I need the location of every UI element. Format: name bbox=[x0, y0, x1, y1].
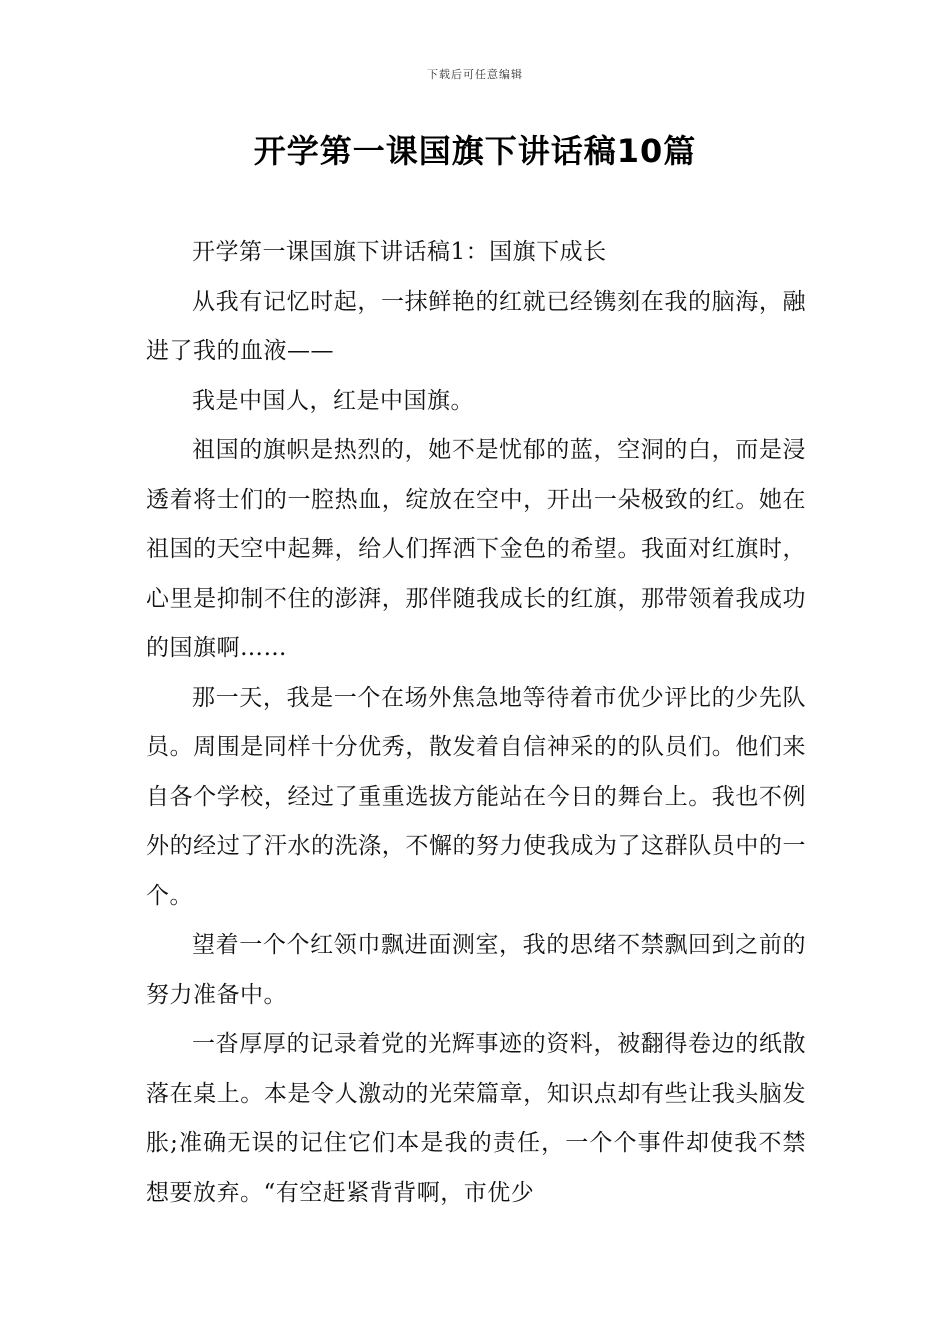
paragraph: 祖国的旗帜是热烈的，她不是忧郁的蓝，空洞的白，而是浸透着将士们的一腔热血，绽放在空中，开出一朵极致的红。她在祖国的天空中起舞，给人们挥洒下金色的希望。我面对红旗时，心里是抑制不住的澎湃，那伴随我成长的红旗，那带领着我成功的国旗啊…… bbox=[146, 437, 806, 661]
paragraph: 从我有记忆时起，一抹鲜艳的红就已经镌刻在我的脑海，融进了我的血液—— bbox=[146, 288, 806, 364]
paragraph: 一沓厚厚的记录着党的光辉事迹的资料，被翻得卷边的纸散落在桌上。本是令人激动的光荣篇章，知识点却有些让我头脑发胀;准确无误的记住它们本是我的责任，一个个事件却使我不禁想要放弃。“有空赶紧背背啊，市优少 bbox=[146, 1031, 806, 1206]
header-note: 下载后可任意编辑 bbox=[427, 68, 523, 81]
paragraph-subtitle: 开学第一课国旗下讲话稿1：国旗下成长 bbox=[192, 239, 607, 265]
paragraph: 那一天，我是一个在场外焦急地等待着市优少评比的少先队员。周围是同样十分优秀，散发着自信神采的的队员们。他们来自各个学校，经过了重重选拔方能站在今日的舞台上。我也不例外的经过了汗水的洗涤，不懈的努力使我成为了这群队员中的一个。 bbox=[146, 684, 806, 909]
paragraph: 望着一个个红领巾飘进面测室，我的思绪不禁飘回到之前的努力准备中。 bbox=[146, 932, 806, 1008]
document-title: 开学第一课国旗下讲话稿10篇 bbox=[253, 132, 697, 170]
document-body bbox=[146, 228, 806, 1218]
paragraph: 我是中国人，红是中国旗。 bbox=[192, 387, 474, 414]
